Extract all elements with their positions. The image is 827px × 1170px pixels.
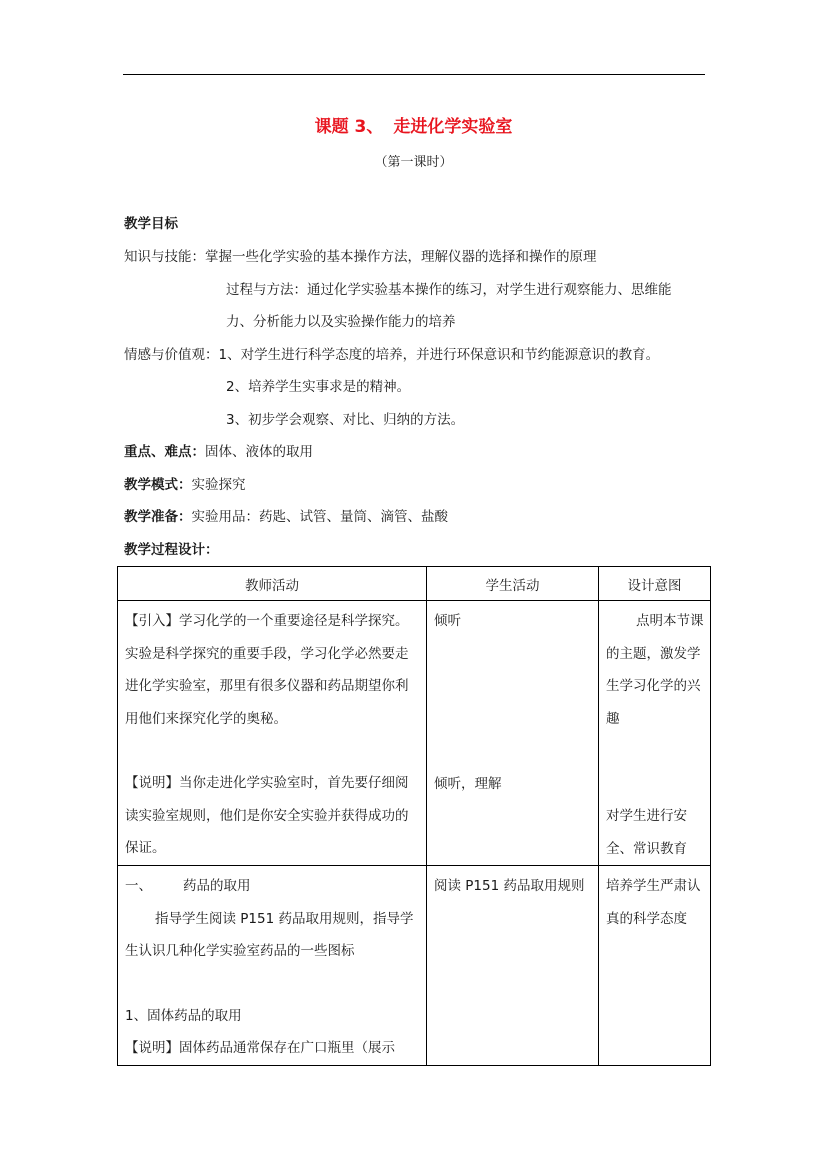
table-header-row — [118, 567, 711, 601]
student-understand: 倾听，理解 — [434, 775, 502, 792]
student-listen: 倾听 — [434, 613, 461, 629]
teacher-note: 【说明】固体药品通常保存在广口瓶里（展示 — [125, 1040, 395, 1056]
teaching-mode-value: 实验探究 — [191, 477, 246, 493]
objective-process-line1: 过程与方法：通过化学实验基本操作的练习，对学生进行观察能力、思维能 — [226, 282, 672, 298]
teaching-mode — [124, 475, 246, 495]
table-row — [118, 866, 711, 1066]
objective-knowledge: 知识与技能：掌握一些化学实验的基本操作方法，理解仪器的选择和操作的原理 — [124, 249, 597, 265]
header-rule — [123, 74, 705, 75]
teaching-prep — [124, 507, 448, 527]
intent-safety: 对学生进行安全、常识教育 — [606, 808, 687, 857]
objective-emotion-line3: 3、初步学会观察、对比、归纳的方法。 — [226, 412, 465, 428]
key-points — [124, 442, 313, 462]
objective-emotion-line1: 情感与价值观：1、对学生进行科学态度的培养，并进行环保意识和节约能源意识的教育。 — [124, 347, 660, 363]
process-heading: 教学过程设计： — [124, 542, 219, 558]
title-number: 课题 3、 — [314, 117, 384, 137]
teacher-activity-cell — [118, 601, 427, 866]
intent-attitude: 培养学生严肃认真的科学态度 — [606, 878, 701, 927]
teacher-subitem: 1、固体药品的取用 — [125, 1007, 242, 1024]
teacher-explain: 【说明】当你走进化学实验室时，首先要仔细阅读实验室规则，他们是你安全实验并获得成功的保证。 — [125, 775, 409, 856]
design-intent-cell — [599, 866, 711, 1066]
header-student-activity: 学生活动 — [427, 567, 599, 601]
student-activity-cell — [427, 866, 599, 1066]
design-intent-cell — [599, 601, 711, 866]
header-design-intent: 设计意图 — [599, 567, 711, 601]
objectives-heading: 教学目标 — [124, 216, 178, 232]
title-text: 走进化学实验室 — [393, 117, 513, 137]
student-read-rules: 阅读 P151 药品取用规则 — [434, 878, 585, 894]
intent-topic: 点明本节课的主题，激发学生学习化学的兴趣 — [606, 613, 704, 727]
key-points-value: 固体、液体的取用 — [205, 444, 313, 460]
teacher-item-title: 药品的取用 — [183, 878, 251, 894]
teacher-item-number: 一、 — [125, 878, 152, 894]
teacher-activity-cell — [118, 866, 427, 1066]
header-teacher-activity: 教师活动 — [118, 567, 427, 601]
teaching-prep-value: 实验用品：药匙、试管、量筒、滴管、盐酸 — [191, 509, 448, 525]
teaching-process-table — [117, 566, 711, 1066]
teacher-guide: 指导学生阅读 P151 药品取用规则，指导学生认识几种化学实验室药品的一些图标 — [125, 910, 414, 959]
objective-process-line2: 力、分析能力以及实验操作能力的培养 — [226, 314, 456, 330]
teacher-intro: 【引入】学习化学的一个重要途径是科学探究。实验是科学探究的重要手段，学习化学必然要走进化学实验室，那里有很多仪器和药品期望你利用他们来探究化学的奥秘。 — [125, 613, 409, 727]
page-title — [0, 112, 827, 137]
teaching-mode-label: 教学模式： — [124, 477, 192, 493]
student-activity-cell — [427, 601, 599, 866]
objective-emotion-line2: 2、培养学生实事求是的精神。 — [226, 379, 411, 395]
teacher-item — [125, 870, 420, 903]
key-points-label: 重点、难点： — [124, 444, 205, 460]
teaching-prep-label: 教学准备： — [124, 509, 192, 525]
page-subtitle: （第一课时） — [374, 155, 453, 170]
table-row — [118, 601, 711, 866]
